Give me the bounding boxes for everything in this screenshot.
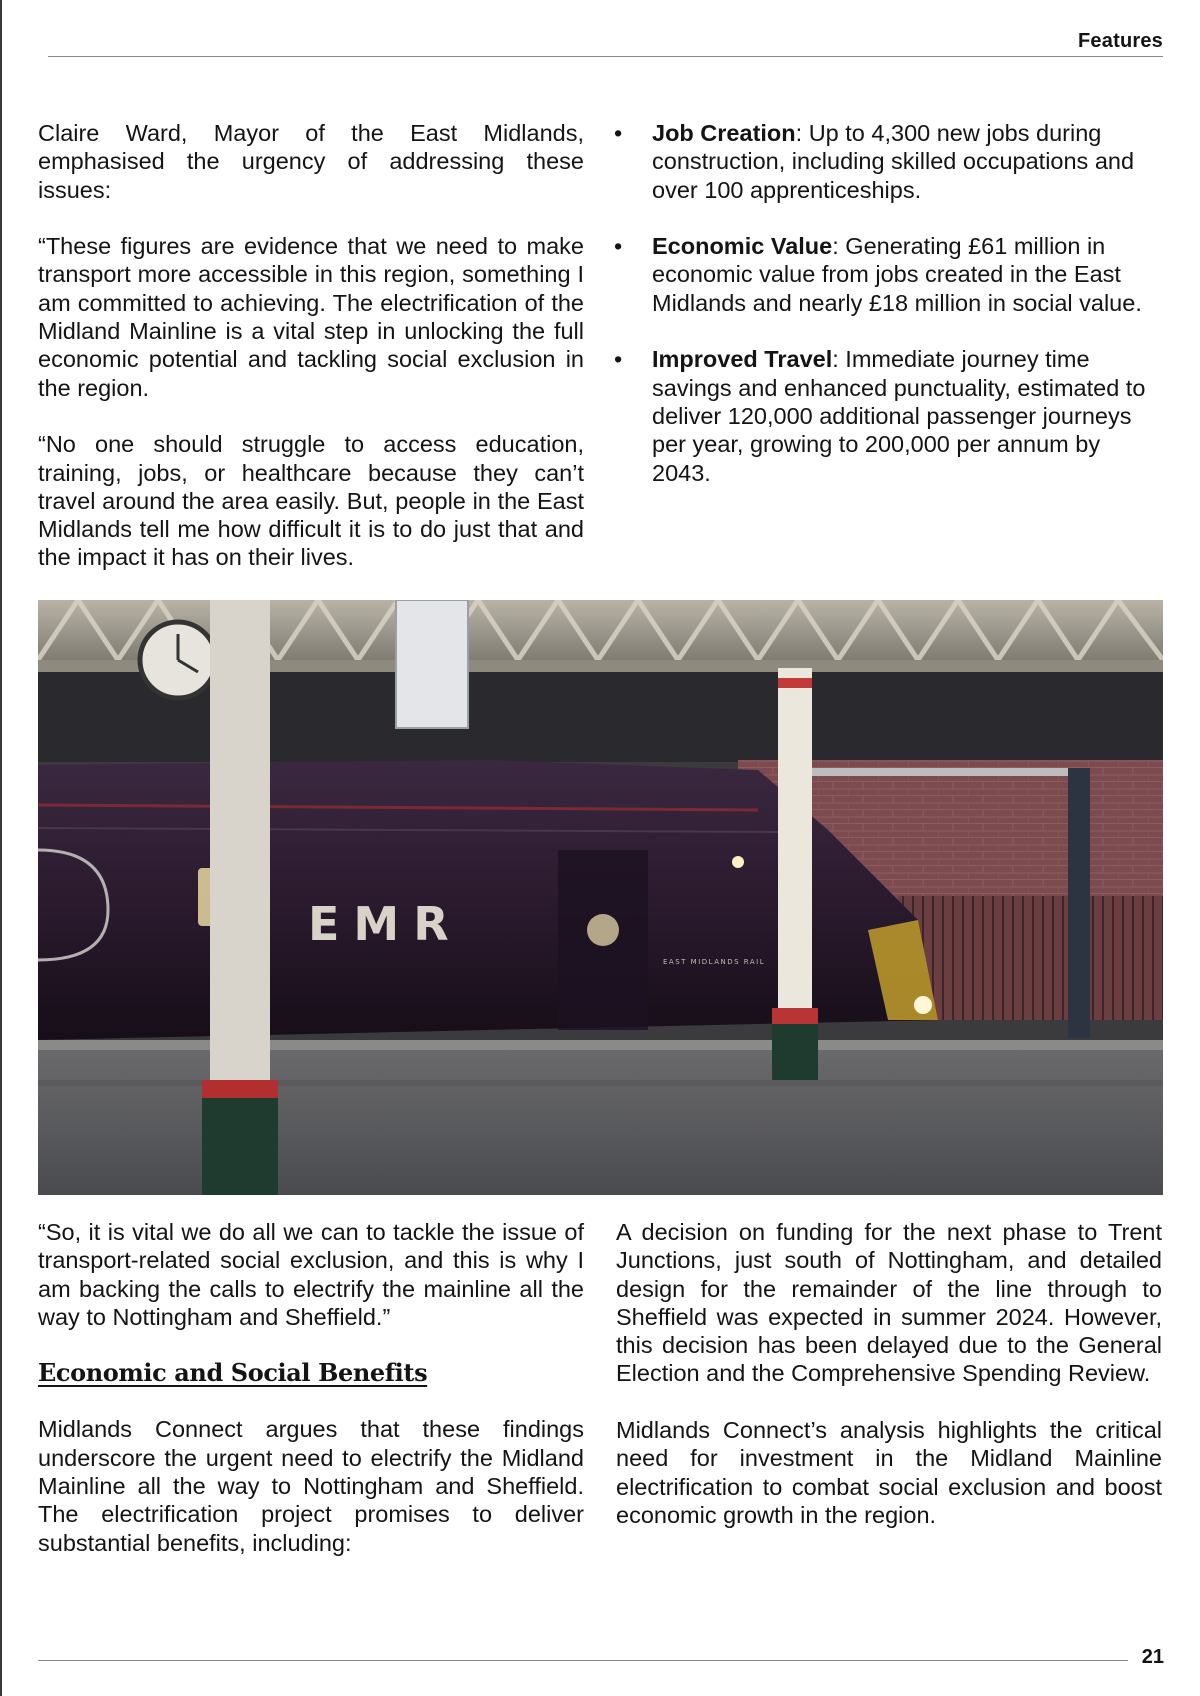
benefit-text: : Up to 4,300 new jobs during construction, including skilled occupations and over 100 apprenticeships. (652, 120, 1135, 203)
findings-paragraph: Midlands Connect argues that these findings underscore the urgent need to electrify the Midland Mainline all the way to Nottingham and Sheffield. The electrification project promises to deliver substantial benefits, including: (38, 1416, 584, 1556)
benefit-title: Economic Value (652, 233, 833, 260)
analysis-paragraph: Midlands Connect’s analysis highlights the critical need for investment in the Midland Mainline electrification to combat social exclusion and boost economic growth in the region. (616, 1417, 1162, 1528)
benefit-item-economic-value (614, 232, 1164, 317)
quote-paragraph-1: “These figures are evidence that we need to make transport more accessible in this region, something I am committed to achieving. The electrification of the Midland Mainline is a vital step in unlocking the full economic potential and tackling social exclusion in the region. (38, 233, 584, 401)
page-edge (0, 0, 2, 1696)
quote-paragraph-2: “No one should struggle to access education, training, jobs, or healthcare because they can’t travel around the area easily. But, people in the East Midlands tell me how difficult it is to do just that and the impact it has on their lives. (38, 431, 584, 571)
train-logo-text: EMR (308, 897, 463, 951)
quote-paragraph-3: “So, it is vital we do all we can to tackle the issue of transport-related social exclusion, and this is why I am backing the calls to electrify the mainline all the way to Nottingham and Sheffield.” (38, 1219, 584, 1330)
section-label: Features (1078, 30, 1163, 52)
left-column-top (38, 119, 584, 600)
section-heading: Economic and Social Benefits (38, 1358, 428, 1388)
bullet: • (614, 346, 623, 373)
left-column-bottom (38, 1218, 584, 1585)
benefit-text: : Generating £61 million in economic value from jobs created in the East Midlands and nearly £18 million in social value. (652, 233, 1142, 316)
right-column-top (614, 119, 1164, 515)
right-column-bottom (616, 1218, 1162, 1558)
intro-paragraph: Claire Ward, Mayor of the East Midlands, emphasised the urgency of addressing these issues: (38, 120, 584, 203)
funding-paragraph: A decision on funding for the next phase to Trent Junctions, just south of Nottingham, and detailed design for the remainder of the line through to Sheffield was expected in summer 2024. However, this decision has been delayed due to the General Election and the Comprehensive Spending Review. (616, 1219, 1162, 1387)
benefit-item-improved-travel (614, 345, 1164, 486)
page-header (48, 28, 1163, 57)
train-side-text: EAST MIDLANDS RAIL (663, 958, 766, 966)
benefit-title: Job Creation (652, 120, 796, 146)
bullet: • (614, 233, 623, 260)
benefits-list (614, 119, 1164, 487)
footer-rule (38, 1660, 1128, 1661)
benefit-text: : Immediate journey time savings and enhanced punctuality, estimated to deliver 120,000 additional passenger journeys per year, growing to 200,000 per annum by 2043. (652, 346, 1146, 486)
train-photo (38, 600, 1163, 1195)
bullet: • (614, 120, 623, 146)
benefit-title: Improved Travel (652, 346, 833, 373)
page-number: 21 (1141, 1646, 1164, 1668)
benefit-item-job-creation (614, 119, 1164, 204)
